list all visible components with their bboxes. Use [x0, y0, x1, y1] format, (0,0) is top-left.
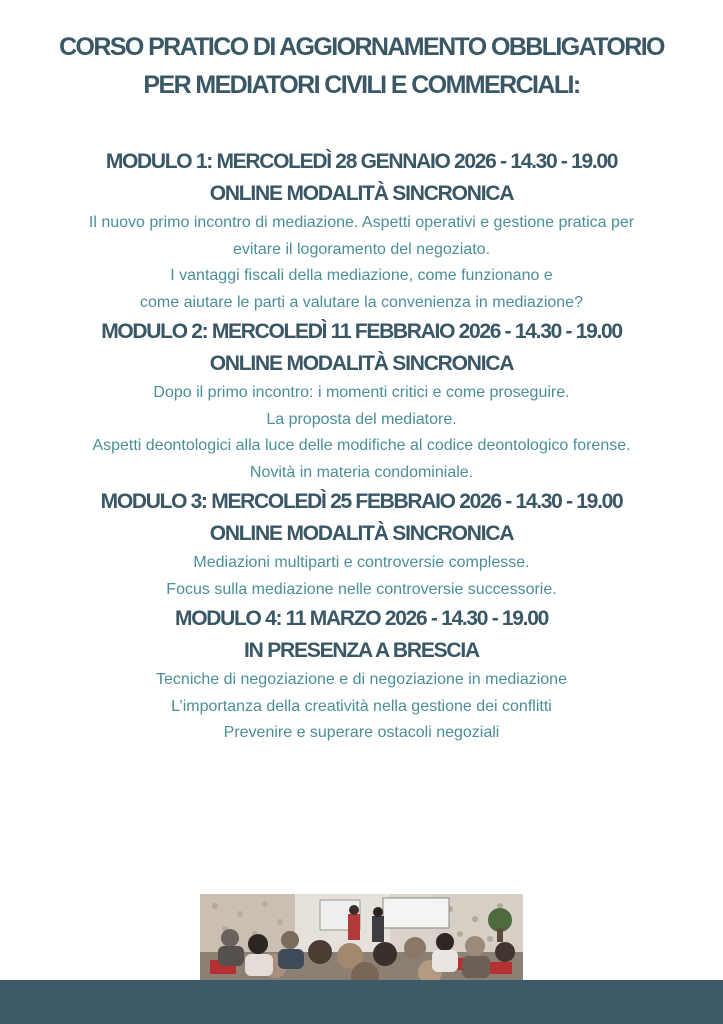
module-description-line: come aiutare le parti a valutare la convenienza in mediazione?	[140, 293, 583, 311]
module-heading: MODULO 4: 11 MARZO 2026 - 14.30 - 19.00	[175, 607, 548, 630]
module-description-line: L’importanza della creatività nella gestione dei conflitti	[171, 697, 552, 715]
footer-band	[0, 980, 723, 1024]
module-description-line: La proposta del mediatore.	[266, 410, 457, 428]
course-title-line-1: CORSO PRATICO DI AGGIORNAMENTO OBBLIGATORIO	[59, 33, 664, 61]
module-1	[0, 146, 723, 316]
module-heading: MODULO 3: MERCOLEDÌ 25 FEBBRAIO 2026 - 14.30 - 19.00	[100, 490, 623, 513]
module-description-line: I vantaggi fiscali della mediazione, come funzionano e	[170, 267, 553, 284]
module-description-line: Mediazioni multiparti e controversie complesse.	[193, 554, 530, 571]
module-4	[0, 603, 723, 747]
module-description-line: evitare il logoramento del negoziato.	[232, 240, 491, 258]
module-description-line: Novità in materia condominiale.	[249, 463, 474, 481]
module-mode: IN PRESENZA A BRESCIA	[244, 639, 479, 662]
module-mode: ONLINE MODALITÀ SINCRONICA	[209, 522, 514, 545]
module-mode: ONLINE MODALITÀ SINCRONICA	[209, 182, 514, 205]
module-description-line: Tecniche di negoziazione e di negoziazione in mediazione	[156, 671, 567, 688]
classroom-photo-illustration	[200, 894, 523, 980]
course-title-line-2: PER MEDIATORI CIVILI E COMMERCIALI:	[143, 71, 580, 99]
module-description-line: Dopo il primo incontro: i momenti critici e come proseguire.	[153, 384, 570, 401]
classroom-photo	[200, 894, 523, 980]
module-heading: MODULO 2: MERCOLEDÌ 11 FEBBRAIO 2026 - 14.30 - 19.00	[101, 320, 622, 343]
course-title	[0, 28, 723, 104]
module-description-line: Aspetti deontologici alla luce delle modifiche al codice deontologico forense.	[92, 437, 631, 454]
module-mode: ONLINE MODALITÀ SINCRONICA	[209, 352, 514, 375]
module-description-line: Prevenire e superare ostacoli negoziali	[223, 724, 500, 741]
modules-list	[0, 146, 723, 747]
module-3	[0, 486, 723, 603]
module-heading: MODULO 1: MERCOLEDÌ 28 GENNAIO 2026 - 14.30 - 19.00	[105, 150, 618, 173]
module-description-line: Focus sulla mediazione nelle controversie successorie.	[166, 580, 557, 598]
module-2	[0, 316, 723, 486]
module-description-line: Il nuovo primo incontro di mediazione. Aspetti operativi e gestione pratica per	[88, 214, 635, 231]
